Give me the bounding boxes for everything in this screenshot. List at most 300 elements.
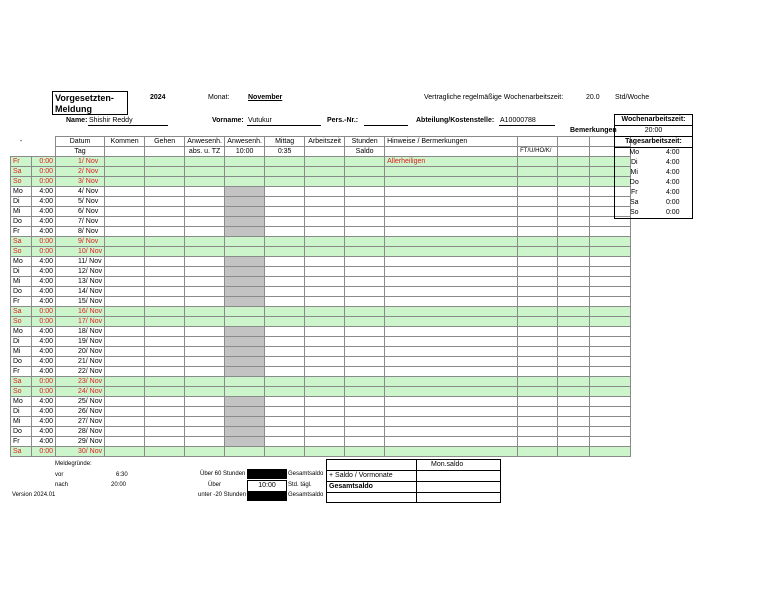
anwesenh-tz-cell[interactable] [185, 407, 225, 417]
anwesenh-tz-cell[interactable] [185, 357, 225, 367]
anwesenh-tz-cell[interactable] [185, 337, 225, 347]
code-cell[interactable] [518, 417, 558, 427]
gehen-cell[interactable] [145, 187, 185, 197]
extra-cell-1[interactable] [558, 207, 590, 217]
over60-indicator [247, 469, 287, 479]
gehen-cell[interactable] [145, 177, 185, 187]
code-cell[interactable] [518, 307, 558, 317]
anwesenh-tz-cell[interactable] [185, 447, 225, 457]
anwesenh-tz-cell[interactable] [185, 437, 225, 447]
anwesenh-tz-cell[interactable] [185, 157, 225, 167]
gehen-cell[interactable] [145, 227, 185, 237]
kommen-cell[interactable] [105, 167, 145, 177]
note-cell[interactable] [385, 267, 518, 277]
code-cell[interactable] [518, 237, 558, 247]
kommen-cell[interactable] [105, 177, 145, 187]
mittag-cell[interactable] [265, 157, 305, 167]
gehen-cell[interactable] [145, 347, 185, 357]
kommen-cell[interactable] [105, 387, 145, 397]
date-cell: 29/ Nov [56, 437, 105, 447]
kommen-cell[interactable] [105, 227, 145, 237]
mittag-cell[interactable] [265, 377, 305, 387]
anwesenh-tz-cell[interactable] [185, 257, 225, 267]
extra-cell-2[interactable] [590, 307, 631, 317]
gehen-cell[interactable] [145, 367, 185, 377]
anwesenh-tz-cell[interactable] [185, 217, 225, 227]
weekday-cell: Sa [11, 167, 32, 177]
gehen-cell[interactable] [145, 437, 185, 447]
extra-cell-1[interactable] [558, 307, 590, 317]
extra-cell-1[interactable] [558, 227, 590, 237]
mittag-cell[interactable] [265, 217, 305, 227]
extra-cell-1[interactable] [558, 407, 590, 417]
mittag-cell[interactable] [265, 247, 305, 257]
note-cell[interactable] [385, 327, 518, 337]
anwesenh-tz-cell[interactable] [185, 317, 225, 327]
gehen-cell[interactable] [145, 207, 185, 217]
code-cell[interactable] [518, 207, 558, 217]
gehen-cell[interactable] [145, 247, 185, 257]
gehen-cell[interactable] [145, 267, 185, 277]
extra-cell-2[interactable] [590, 277, 631, 287]
kommen-cell[interactable] [105, 327, 145, 337]
extra-cell-1[interactable] [558, 237, 590, 247]
note-cell[interactable] [385, 407, 518, 417]
kommen-cell[interactable] [105, 197, 145, 207]
kommen-cell[interactable] [105, 277, 145, 287]
note-cell[interactable] [385, 447, 518, 457]
mittag-cell[interactable] [265, 367, 305, 377]
mittag-cell[interactable] [265, 297, 305, 307]
extra-cell-1[interactable] [558, 247, 590, 257]
weekday-cell: Mi [11, 277, 32, 287]
kommen-cell[interactable] [105, 397, 145, 407]
arbeitszeit-cell [305, 407, 345, 417]
weekday-cell: So [11, 177, 32, 187]
mittag-cell[interactable] [265, 197, 305, 207]
saldo-cell [345, 447, 385, 457]
note-cell[interactable] [385, 207, 518, 217]
note-cell[interactable] [385, 387, 518, 397]
mittag-cell[interactable] [265, 287, 305, 297]
note-cell[interactable] [385, 307, 518, 317]
extra-cell-2[interactable] [590, 247, 631, 257]
extra-cell-1[interactable] [558, 267, 590, 277]
anwesenh-tz-cell[interactable] [185, 327, 225, 337]
extra-cell-1[interactable] [558, 197, 590, 207]
mittag-cell[interactable] [265, 177, 305, 187]
note-cell[interactable] [385, 317, 518, 327]
mittag-cell[interactable] [265, 337, 305, 347]
mittag-cell[interactable] [265, 427, 305, 437]
kommen-cell[interactable] [105, 347, 145, 357]
extra-cell-2[interactable] [590, 327, 631, 337]
name-value[interactable]: Shishir Reddy [89, 117, 133, 124]
note-cell[interactable] [385, 277, 518, 287]
code-cell[interactable] [518, 447, 558, 457]
extra-cell-2[interactable] [590, 427, 631, 437]
dept-value[interactable]: A10000788 [500, 117, 536, 124]
col-gehen: Gehen [145, 137, 185, 147]
kommen-cell[interactable] [105, 357, 145, 367]
anwesenh-tz-cell[interactable] [185, 277, 225, 287]
extra-cell-2[interactable] [590, 447, 631, 457]
extra-cell-2[interactable] [590, 317, 631, 327]
extra-cell-1[interactable] [558, 187, 590, 197]
arbeitszeit-cell [305, 177, 345, 187]
weekday-cell: Mo [11, 397, 32, 407]
note-cell[interactable] [385, 237, 518, 247]
code-cell[interactable] [518, 297, 558, 307]
weekday-cell: Sa [11, 377, 32, 387]
extra-cell-1[interactable] [558, 387, 590, 397]
code-cell[interactable] [518, 337, 558, 347]
nach-label: nach [55, 482, 69, 488]
note-cell[interactable]: Allerheiligen [385, 157, 518, 167]
contract-hours[interactable]: 20.0 [586, 94, 600, 101]
gehen-cell[interactable] [145, 397, 185, 407]
gehen-cell[interactable] [145, 257, 185, 267]
gehen-cell[interactable] [145, 317, 185, 327]
mittag-cell[interactable] [265, 307, 305, 317]
firstname-label: Vorname: [212, 117, 244, 124]
code-cell[interactable] [518, 167, 558, 177]
extra-cell-1[interactable] [558, 347, 590, 357]
gehen-cell[interactable] [145, 197, 185, 207]
code-cell[interactable] [518, 367, 558, 377]
mittag-cell[interactable] [265, 207, 305, 217]
mittag-cell[interactable] [265, 277, 305, 287]
code-cell[interactable] [518, 397, 558, 407]
anwesenh-tz-cell[interactable] [185, 197, 225, 207]
col-codes: FT/U/HO/K/ [518, 147, 558, 157]
note-cell[interactable] [385, 397, 518, 407]
kommen-cell[interactable] [105, 157, 145, 167]
gehen-cell[interactable] [145, 407, 185, 417]
code-cell[interactable] [518, 247, 558, 257]
note-cell[interactable] [385, 197, 518, 207]
saldo-cell [345, 327, 385, 337]
extra-cell-1[interactable] [558, 417, 590, 427]
anwesenh-tz-cell[interactable] [185, 267, 225, 277]
note-cell[interactable] [385, 297, 518, 307]
gehen-cell[interactable] [145, 237, 185, 247]
saldo-cell [345, 277, 385, 287]
code-cell[interactable] [518, 427, 558, 437]
anwesenh-tz-cell[interactable] [185, 377, 225, 387]
contract-label: Vertragliche regelmäßige Wochenarbeitszeit: [424, 94, 564, 101]
gehen-cell[interactable] [145, 427, 185, 437]
code-cell[interactable] [518, 377, 558, 387]
kommen-cell[interactable] [105, 267, 145, 277]
anwesenh-tz-cell[interactable] [185, 167, 225, 177]
extra-cell-2[interactable] [590, 237, 631, 247]
code-cell[interactable] [518, 327, 558, 337]
date-cell: 19/ Nov [56, 337, 105, 347]
note-cell[interactable] [385, 337, 518, 347]
target-hours-cell: 4:00 [32, 197, 56, 207]
saldo-cell [345, 237, 385, 247]
code-cell[interactable] [518, 177, 558, 187]
extra-cell-2[interactable] [590, 437, 631, 447]
extra-cell-1[interactable] [558, 217, 590, 227]
daily-hours-row [615, 198, 692, 208]
note-cell[interactable] [385, 417, 518, 427]
mittag-cell[interactable] [265, 257, 305, 267]
uber-label: Über [208, 482, 222, 488]
note-cell[interactable] [385, 177, 518, 187]
anwesenh-tz-cell[interactable] [185, 427, 225, 437]
extra-cell-2[interactable] [590, 347, 631, 357]
extra-cell-2[interactable] [590, 227, 631, 237]
mittag-cell[interactable] [265, 167, 305, 177]
extra-cell-1[interactable] [558, 277, 590, 287]
kommen-cell[interactable] [105, 317, 145, 327]
kommen-cell[interactable] [105, 307, 145, 317]
arbeitszeit-cell [305, 387, 345, 397]
saldo-cell [345, 317, 385, 327]
note-cell[interactable] [385, 227, 518, 237]
extra-cell-1[interactable] [558, 167, 590, 177]
extra-cell-1[interactable] [558, 437, 590, 447]
note-cell[interactable] [385, 377, 518, 387]
kommen-cell[interactable] [105, 447, 145, 457]
anwesenh-tz-cell[interactable] [185, 297, 225, 307]
anwesenh-tz-cell[interactable] [185, 417, 225, 427]
extra-cell-2[interactable] [590, 337, 631, 347]
daily-hours: 4:00 [665, 189, 680, 196]
extra-cell-2[interactable] [590, 297, 631, 307]
code-cell[interactable] [518, 287, 558, 297]
weekly-label: Wochenarbeitszeit: [615, 115, 692, 126]
extra-cell-2[interactable] [590, 367, 631, 377]
anwesenh-tz-cell[interactable] [185, 347, 225, 357]
gehen-cell[interactable] [145, 307, 185, 317]
note-cell[interactable] [385, 257, 518, 267]
anwesenh-tz-cell[interactable] [185, 307, 225, 317]
weekday-cell: Fr [11, 227, 32, 237]
firstname-value[interactable]: Vutukur [248, 117, 272, 124]
code-cell[interactable] [518, 317, 558, 327]
table-row [11, 277, 631, 287]
extra-cell-1[interactable] [558, 357, 590, 367]
anwesenh-tz-cell[interactable] [185, 247, 225, 257]
extra-cell-2[interactable] [590, 357, 631, 367]
date-cell: 4/ Nov [56, 187, 105, 197]
saldo-cell [345, 357, 385, 367]
weekday-cell: Do [11, 217, 32, 227]
extra-cell-1[interactable] [558, 337, 590, 347]
code-cell[interactable] [518, 277, 558, 287]
table-row [11, 367, 631, 377]
code-cell[interactable] [518, 217, 558, 227]
code-cell[interactable] [518, 407, 558, 417]
extra-cell-2[interactable] [590, 287, 631, 297]
extra-cell-2[interactable] [590, 387, 631, 397]
gehen-cell[interactable] [145, 167, 185, 177]
col-mittag: Mittag [265, 137, 305, 147]
note-cell[interactable] [385, 167, 518, 177]
note-cell[interactable] [385, 287, 518, 297]
anwesenh-tz-cell[interactable] [185, 397, 225, 407]
extra-cell-1[interactable] [558, 257, 590, 267]
kommen-cell[interactable] [105, 207, 145, 217]
note-cell[interactable] [385, 247, 518, 257]
code-cell[interactable] [518, 227, 558, 237]
date-cell: 13/ Nov [56, 277, 105, 287]
saldo-cell [345, 367, 385, 377]
daily-day: Fr [630, 189, 638, 196]
extra-cell-1[interactable] [558, 427, 590, 437]
extra-cell-1[interactable] [558, 327, 590, 337]
table-row [11, 327, 631, 337]
target-hours-cell: 4:00 [32, 187, 56, 197]
kommen-cell[interactable] [105, 407, 145, 417]
note-cell[interactable] [385, 217, 518, 227]
mittag-cell[interactable] [265, 437, 305, 447]
daily-label: Tagesarbeitszeit: [615, 137, 692, 148]
anwesenh-cell [225, 337, 265, 347]
arbeitszeit-cell [305, 287, 345, 297]
mittag-cell[interactable] [265, 317, 305, 327]
gehen-cell[interactable] [145, 217, 185, 227]
extra-cell-1[interactable] [558, 377, 590, 387]
code-cell[interactable] [518, 347, 558, 357]
date-cell: 2/ Nov [56, 167, 105, 177]
extra-cell-2[interactable] [590, 407, 631, 417]
code-cell[interactable] [518, 187, 558, 197]
mittag-cell[interactable] [265, 347, 305, 357]
extra-cell-2[interactable] [590, 397, 631, 407]
code-cell[interactable] [518, 257, 558, 267]
anwesenh-tz-cell[interactable] [185, 237, 225, 247]
kommen-cell[interactable] [105, 437, 145, 447]
gehen-cell[interactable] [145, 417, 185, 427]
mittag-cell[interactable] [265, 327, 305, 337]
daily-day: Mo [629, 149, 640, 156]
mittag-cell[interactable] [265, 267, 305, 277]
extra-cell-2[interactable] [590, 417, 631, 427]
gehen-cell[interactable] [145, 387, 185, 397]
kommen-cell[interactable] [105, 377, 145, 387]
mittag-cell[interactable] [265, 407, 305, 417]
saldo-cell [345, 347, 385, 357]
anwesenh-tz-cell[interactable] [185, 287, 225, 297]
extra-cell-1[interactable] [558, 297, 590, 307]
gehen-cell[interactable] [145, 287, 185, 297]
anwesenh-tz-cell[interactable] [185, 227, 225, 237]
note-cell[interactable] [385, 427, 518, 437]
arbeitszeit-cell [305, 187, 345, 197]
anwesenh-cell [225, 407, 265, 417]
kommen-cell[interactable] [105, 417, 145, 427]
saldo-cell [345, 397, 385, 407]
extra-cell-1[interactable] [558, 157, 590, 167]
code-cell[interactable] [518, 267, 558, 277]
kommen-cell[interactable] [105, 237, 145, 247]
saldo-cell [345, 417, 385, 427]
extra-cell-1[interactable] [558, 177, 590, 187]
uber-value[interactable]: 10:00 [247, 480, 287, 493]
kommen-cell[interactable] [105, 367, 145, 377]
arbeitszeit-cell [305, 167, 345, 177]
mittag-cell[interactable] [265, 417, 305, 427]
header-row-2 [11, 147, 631, 157]
kommen-cell[interactable] [105, 337, 145, 347]
gehen-cell[interactable] [145, 277, 185, 287]
anwesenh-tz-cell[interactable] [185, 367, 225, 377]
extra-cell-1[interactable] [558, 287, 590, 297]
mittag-cell[interactable] [265, 357, 305, 367]
anwesenh-tz-cell[interactable] [185, 177, 225, 187]
kommen-cell[interactable] [105, 257, 145, 267]
daily-day: Do [629, 179, 639, 186]
kommen-cell[interactable] [105, 297, 145, 307]
code-cell[interactable] [518, 357, 558, 367]
gehen-cell[interactable] [145, 157, 185, 167]
arbeitszeit-cell [305, 197, 345, 207]
code-cell[interactable] [518, 387, 558, 397]
mittag-cell[interactable] [265, 187, 305, 197]
note-cell[interactable] [385, 357, 518, 367]
extra-cell-1[interactable] [558, 397, 590, 407]
gehen-cell[interactable] [145, 447, 185, 457]
anwesenh-tz-cell[interactable] [185, 187, 225, 197]
note-cell[interactable] [385, 367, 518, 377]
date-cell: 27/ Nov [56, 417, 105, 427]
code-cell[interactable] [518, 197, 558, 207]
header-row-1 [11, 137, 631, 147]
note-cell[interactable] [385, 187, 518, 197]
kommen-cell[interactable] [105, 217, 145, 227]
note-cell[interactable] [385, 437, 518, 447]
table-row [11, 187, 631, 197]
mittag-cell[interactable] [265, 227, 305, 237]
target-hours-cell: 0:00 [32, 177, 56, 187]
kommen-cell[interactable] [105, 247, 145, 257]
gehen-cell[interactable] [145, 357, 185, 367]
weekly-value[interactable]: 20:00 [644, 127, 663, 134]
target-hours-cell: 4:00 [32, 337, 56, 347]
gehen-cell[interactable] [145, 297, 185, 307]
anwesenh-tz-cell[interactable] [185, 387, 225, 397]
anwesenh-tz-cell[interactable] [185, 207, 225, 217]
weekday-cell: Fr [11, 297, 32, 307]
gehen-cell[interactable] [145, 377, 185, 387]
extra-cell-2[interactable] [590, 257, 631, 267]
code-cell[interactable] [518, 437, 558, 447]
gehen-cell[interactable] [145, 337, 185, 347]
mittag-cell[interactable] [265, 397, 305, 407]
kommen-cell[interactable] [105, 187, 145, 197]
note-cell[interactable] [385, 347, 518, 357]
code-cell[interactable] [518, 157, 558, 167]
kommen-cell[interactable] [105, 287, 145, 297]
month-value[interactable]: November [248, 94, 283, 101]
dept-label: Abteilung/Kostenstelle: [416, 117, 495, 124]
extra-cell-2[interactable] [590, 267, 631, 277]
mittag-cell[interactable] [265, 447, 305, 457]
kommen-cell[interactable] [105, 427, 145, 437]
mittag-cell[interactable] [265, 237, 305, 247]
mittag-cell[interactable] [265, 387, 305, 397]
extra-cell-1[interactable] [558, 447, 590, 457]
gehen-cell[interactable] [145, 327, 185, 337]
extra-cell-1[interactable] [558, 367, 590, 377]
target-hours-cell: 0:00 [32, 167, 56, 177]
extra-cell-1[interactable] [558, 317, 590, 327]
extra-cell-2[interactable] [590, 377, 631, 387]
